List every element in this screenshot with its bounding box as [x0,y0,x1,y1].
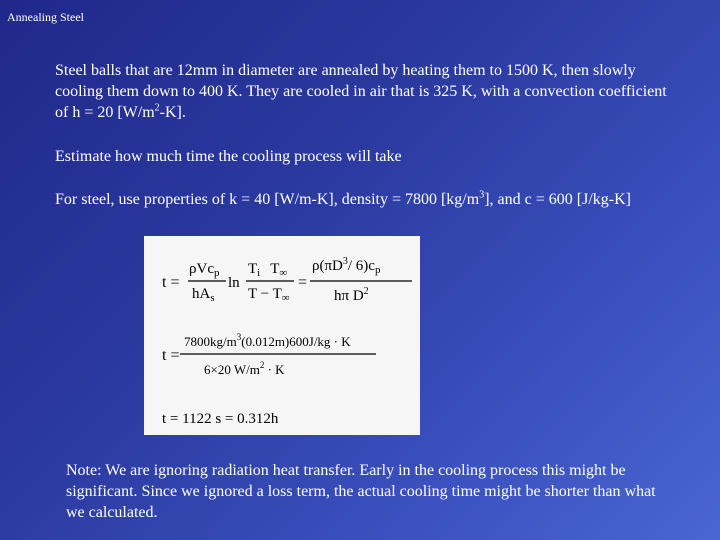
equation-line-3 [162,411,279,427]
problem-statement [55,60,675,123]
problem-statement-end: -K]. [159,104,186,121]
equation-line-2 [162,332,376,377]
problem-statement-text: Steel balls that are 12mm in diameter are annealed by heating them to 1500 K, then slowly cooling them down to 400 K. They are cooled in air that is 325 K, with a convection coefficient of h = 20 [W/m [55,62,667,121]
eq1-equals: = [298,274,308,291]
material-properties-superscript: 3 [479,189,485,201]
eq1-den1: $hA_s$ [192,286,215,304]
eq1-num3: $\rho(\pi D^3/$ $6)c_p$ [312,256,381,276]
eq1-ln-1: ln [228,275,240,291]
material-properties [55,189,675,210]
eq1-frac2-num: $T_i$ $T_\infty$ [248,261,288,279]
equation-image [144,236,420,435]
eq1-num1: ρVc$_p$ [189,261,220,279]
problem-statement-superscript: 2 [154,102,160,114]
eq1-den3: hπ $D^2$ [334,286,369,304]
eq3-result: t = 1122 s = 0.312h [162,411,279,427]
eq2-den: 6×20 $W/m^2 \cdot K$ [204,360,285,377]
eq2-num: $7800kg/m^3(0.012m)600J/kg \cdot K$ [184,332,351,349]
eq1-frac2-den: $T - T_\infty$ [248,286,290,304]
eq2-t: t = [162,347,180,364]
note-text: Note: We are ignoring radiation heat transfer. Early in the cooling process this might be significant. Since we ignored a loss term, the actual cooling time might be shorter than what we calculated. [66,462,656,521]
slide-title: Annealing Steel [7,10,84,24]
eq1-t: t = [162,274,180,291]
problem-question: Estimate how much time the cooling process will take [55,148,402,165]
equation-line-1 [162,256,412,304]
material-properties-end: ], and c = 600 [J/kg-K] [484,191,631,208]
material-properties-text: For steel, use properties of k = 40 [W/m-K], density = 7800 [kg/m [55,191,480,208]
